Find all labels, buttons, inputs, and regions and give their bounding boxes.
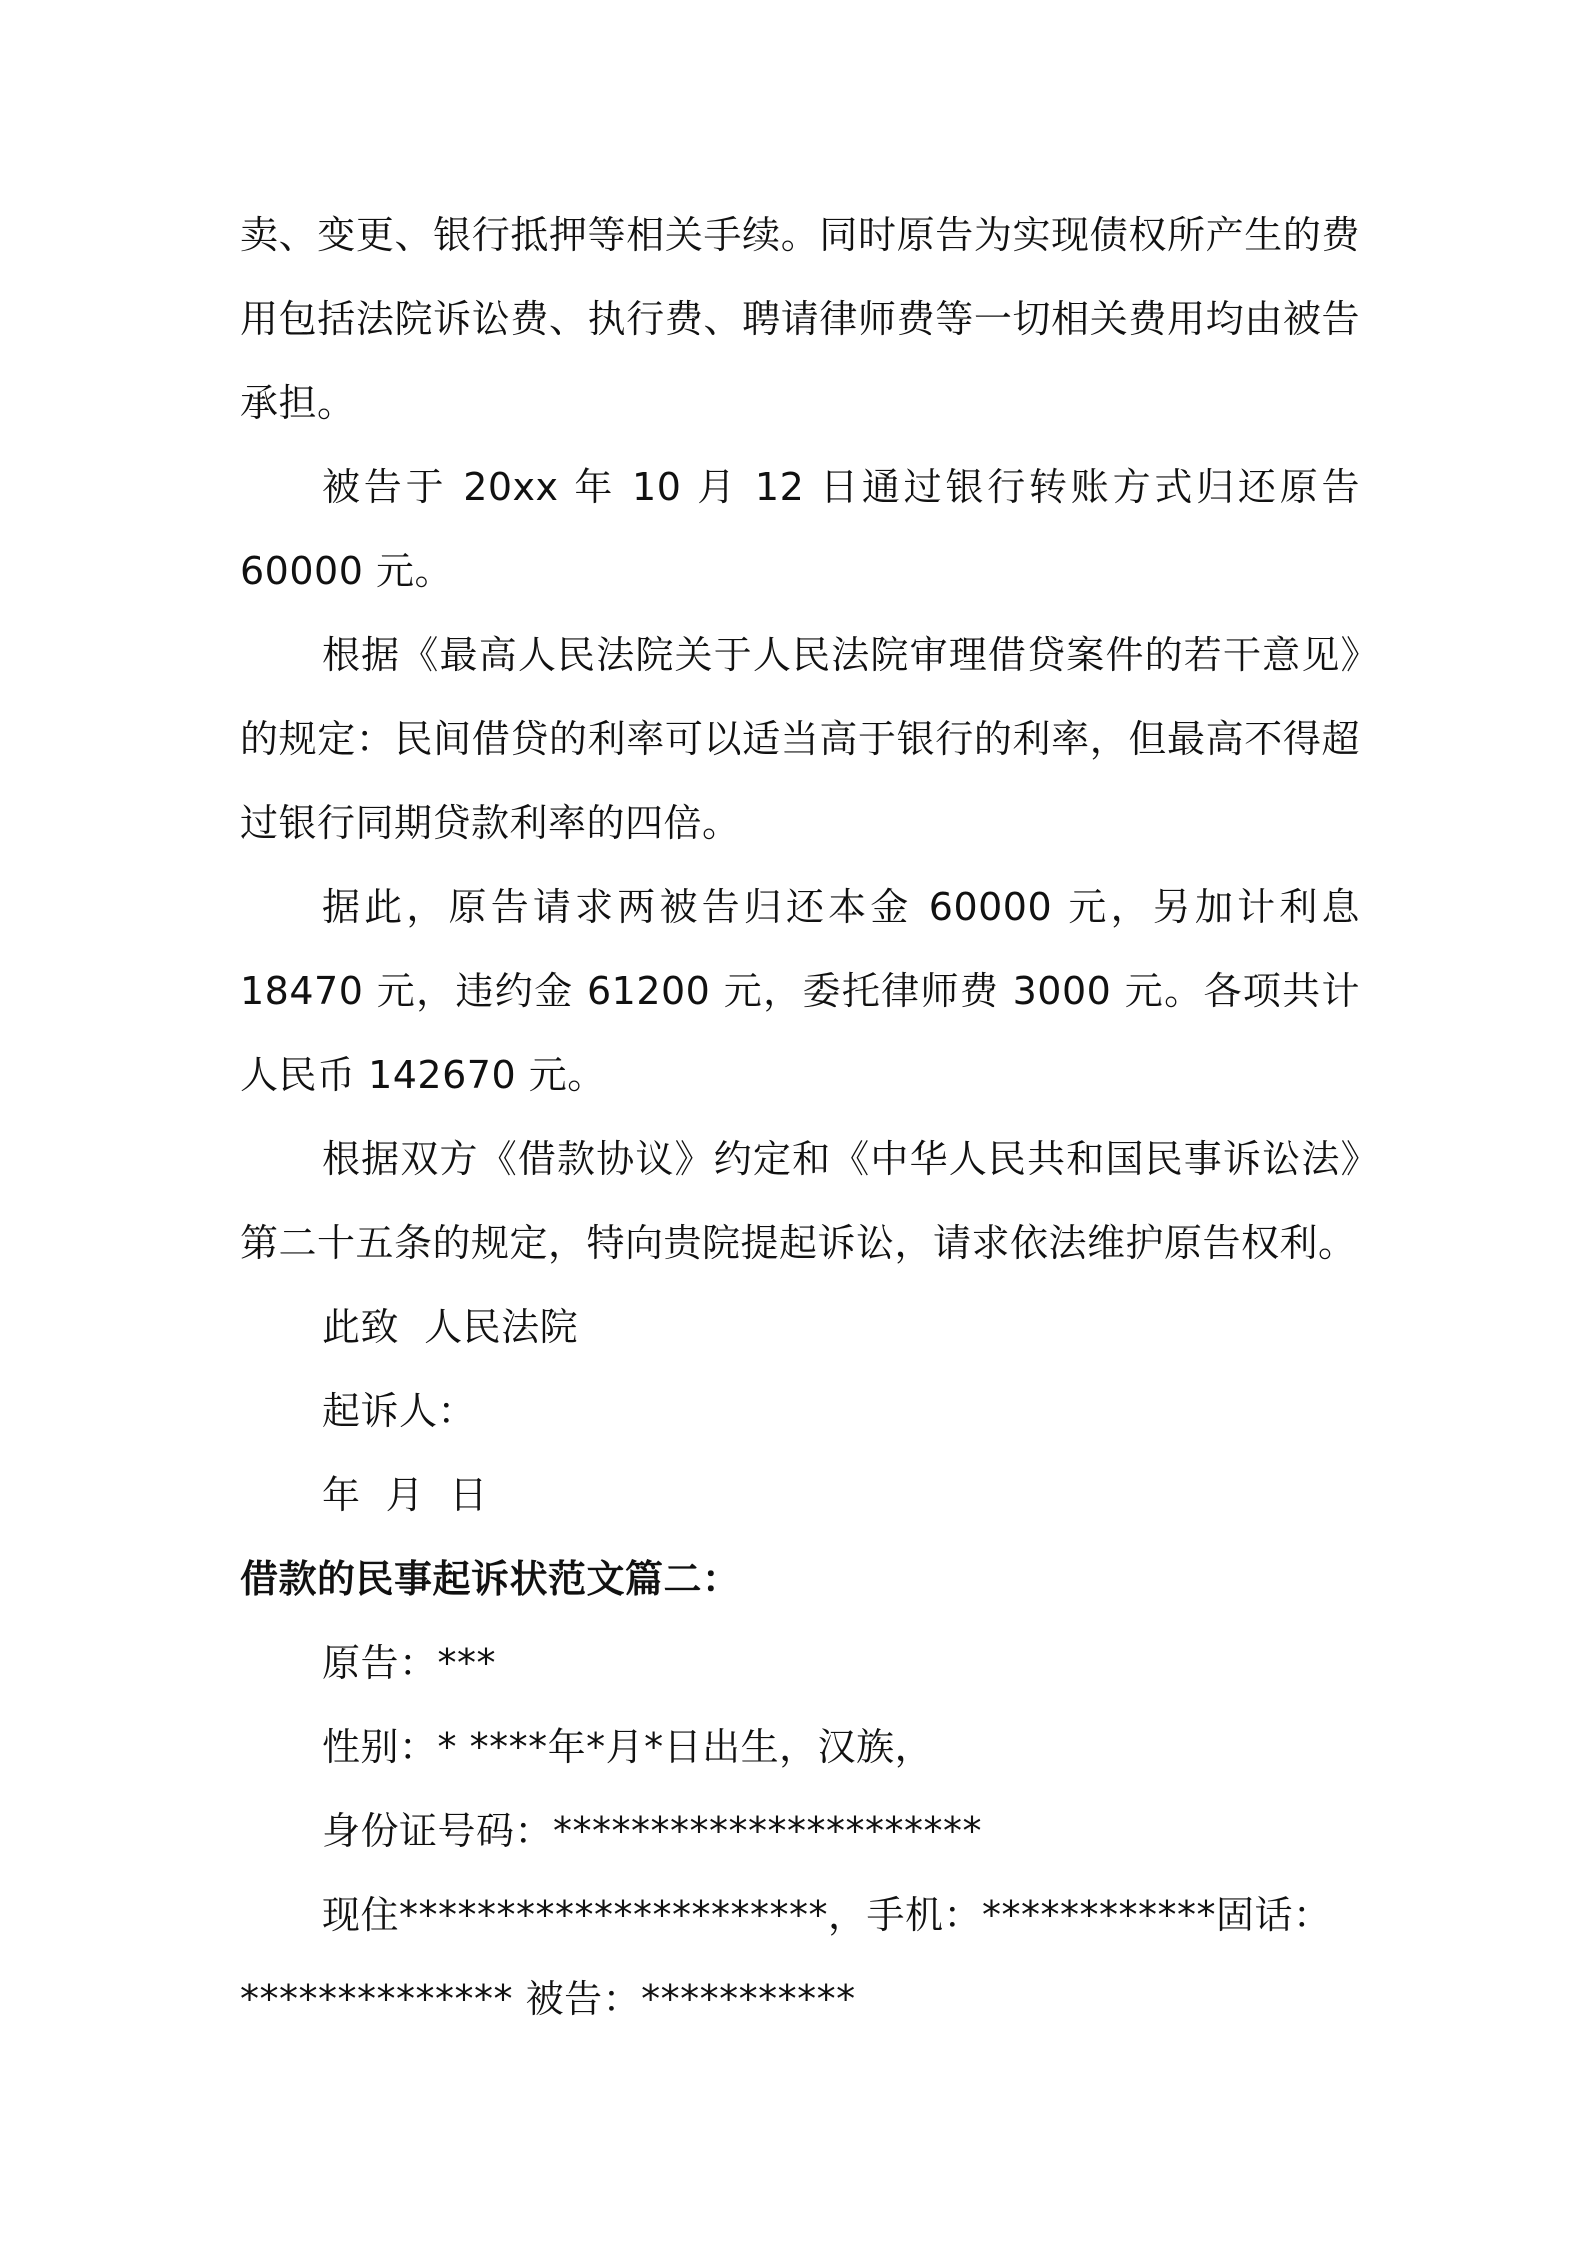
id-number-line: 身份证号码：********************** bbox=[322, 1809, 983, 1853]
plaintiff-line: 原告：*** bbox=[322, 1641, 497, 1685]
gender-birth-line: 性别：* ****年*月*日出生，汉族， bbox=[322, 1725, 934, 1769]
residence-phone-line: 现住**********************，手机：************固话： bbox=[322, 1893, 1332, 1937]
document-body bbox=[240, 193, 1360, 2041]
paragraph-agreement-basis: 根据双方《借款协议》约定和《中华人民共和国民事诉讼法》第二十五条的规定，特向贵院提起诉讼，请求依法维护原告权利。 bbox=[240, 1137, 1360, 1265]
paragraph-legal-basis: 根据《最高人民法院关于人民法院审理借贷案件的若干意见》的规定：民间借贷的利率可以适当高于银行的利率，但最高不得超过银行同期贷款利率的四倍。 bbox=[240, 633, 1360, 845]
closing-plaintiff-label: 起诉人： bbox=[322, 1389, 477, 1433]
paragraph-claim: 据此，原告请求两被告归还本金 60000 元，另加计利息 18470 元，违约金 61200 元，委托律师费 3000 元。各项共计人民币 142670 元。 bbox=[240, 885, 1360, 1097]
paragraph-continuation: 卖、变更、银行抵押等相关手续。同时原告为实现债权所产生的费用包括法院诉讼费、执行费、聘请律师费等一切相关费用均由被告承担。 bbox=[240, 213, 1360, 425]
closing-salutation: 此致 人民法院 bbox=[322, 1305, 579, 1349]
landline-defendant-line: ************** 被告：*********** bbox=[240, 1977, 856, 2021]
paragraph-repayment: 被告于 20xx 年 10 月 12 日通过银行转账方式归还原告 60000 元。 bbox=[240, 465, 1360, 593]
closing-date-label: 年 月 日 bbox=[322, 1473, 488, 1517]
section-heading: 借款的民事起诉状范文篇二： bbox=[240, 1557, 741, 1601]
